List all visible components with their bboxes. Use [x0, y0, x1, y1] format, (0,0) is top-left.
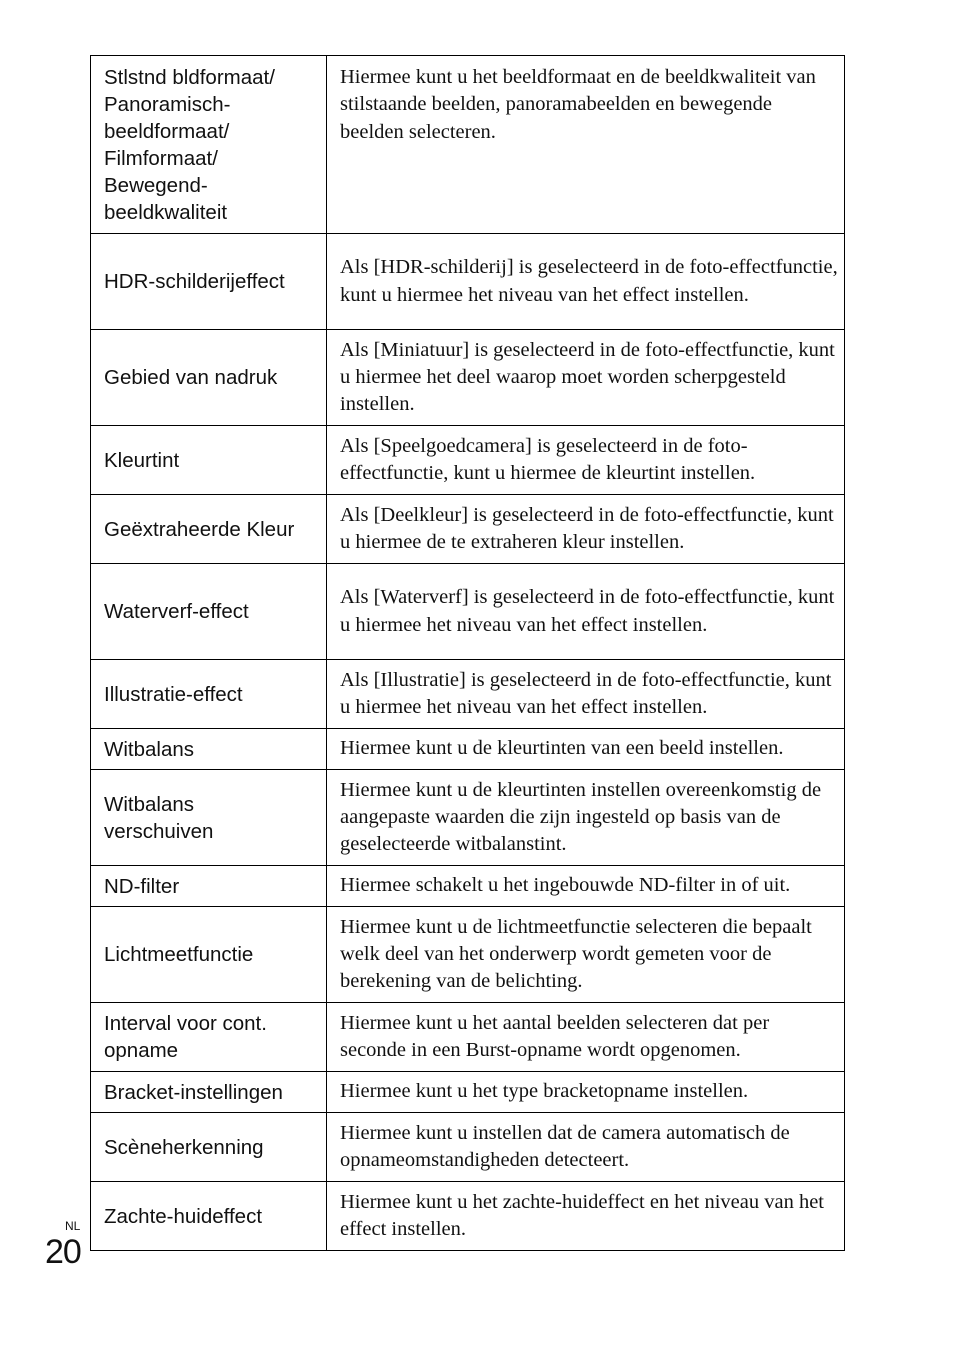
- setting-name: Lichtmeetfunctie: [91, 907, 327, 1003]
- setting-name: Scèneherkenning: [91, 1113, 327, 1182]
- table-row: [91, 564, 845, 660]
- setting-name: HDR-schilderijeffect: [91, 234, 327, 330]
- setting-description: Als [Speelgoedcamera] is geselecteerd in de foto-effectfunctie, kunt u hiermee de kleurtint instellen.: [327, 426, 845, 495]
- setting-description: Hiermee kunt u het zachte-huideffect en het niveau van het effect instellen.: [327, 1182, 845, 1251]
- settings-table: [90, 55, 845, 1251]
- setting-description: Hiermee kunt u het type bracketopname instellen.: [327, 1072, 845, 1113]
- setting-description: Als [Miniatuur] is geselecteerd in de foto-effectfunctie, kunt u hiermee het deel waarop moet worden scherpgesteld instellen.: [327, 330, 845, 426]
- setting-name: Waterverf-effect: [91, 564, 327, 660]
- table-row: [91, 1072, 845, 1113]
- setting-description: Hiermee kunt u de lichtmeetfunctie selecteren die bepaalt welk deel van het onderwerp wordt gemeten voor de berekening van de belichting.: [327, 907, 845, 1003]
- table-row: [91, 866, 845, 907]
- table-row: [91, 729, 845, 770]
- setting-description: Hiermee kunt u instellen dat de camera automatisch de opnameomstandigheden detecteert.: [327, 1113, 845, 1182]
- table-row: [91, 56, 845, 234]
- page-number: 20: [45, 1233, 81, 1271]
- setting-name: Gebied van nadruk: [91, 330, 327, 426]
- setting-name: Interval voor cont. opname: [91, 1003, 327, 1072]
- setting-name: Kleurtint: [91, 426, 327, 495]
- table-row: [91, 1003, 845, 1072]
- setting-description: Als [Illustratie] is geselecteerd in de foto-effectfunctie, kunt u hiermee het niveau van het effect instellen.: [327, 660, 845, 729]
- setting-description: Als [Deelkleur] is geselecteerd in de foto-effectfunctie, kunt u hiermee de te extraheren kleur instellen.: [327, 495, 845, 564]
- setting-name: Geëxtraheerde Kleur: [91, 495, 327, 564]
- table-row: [91, 770, 845, 866]
- table-row: [91, 330, 845, 426]
- setting-name: Witbalans verschuiven: [91, 770, 327, 866]
- setting-description: Hiermee schakelt u het ingebouwde ND-filter in of uit.: [327, 866, 845, 907]
- table-row: [91, 1182, 845, 1251]
- table-row: [91, 495, 845, 564]
- setting-name: Zachte-huideffect: [91, 1182, 327, 1251]
- table-row: [91, 660, 845, 729]
- setting-description: Als [HDR-schilderij] is geselecteerd in de foto-effectfunctie, kunt u hiermee het niveau van het effect instellen.: [327, 234, 845, 330]
- setting-description: Hiermee kunt u de kleurtinten instellen overeenkomstig de aangepaste waarden die zijn ingesteld op basis van de geselecteerde witbalanstint.: [327, 770, 845, 866]
- setting-name: Stlstnd bldformaat/ Panoramisch- beeldformaat/ Filmformaat/ Bewegend- beeldkwaliteit: [91, 56, 327, 234]
- table-row: [91, 426, 845, 495]
- page-language-label: NL: [65, 1219, 81, 1233]
- setting-name: Illustratie-effect: [91, 660, 327, 729]
- setting-description: Hiermee kunt u het aantal beelden selecteren dat per seconde in een Burst-opname wordt opgenomen.: [327, 1003, 845, 1072]
- table-row: [91, 1113, 845, 1182]
- setting-description: Hiermee kunt u het beeldformaat en de beeldkwaliteit van stilstaande beelden, panoramabeelden en bewegende beelden selecteren.: [327, 56, 845, 234]
- setting-name: Bracket-instellingen: [91, 1072, 327, 1113]
- table-row: [91, 234, 845, 330]
- setting-description: Hiermee kunt u de kleurtinten van een beeld instellen.: [327, 729, 845, 770]
- setting-description: Als [Waterverf] is geselecteerd in de foto-effectfunctie, kunt u hiermee het niveau van het effect instellen.: [327, 564, 845, 660]
- table-row: [91, 907, 845, 1003]
- setting-name: Witbalans: [91, 729, 327, 770]
- setting-name: ND-filter: [91, 866, 327, 907]
